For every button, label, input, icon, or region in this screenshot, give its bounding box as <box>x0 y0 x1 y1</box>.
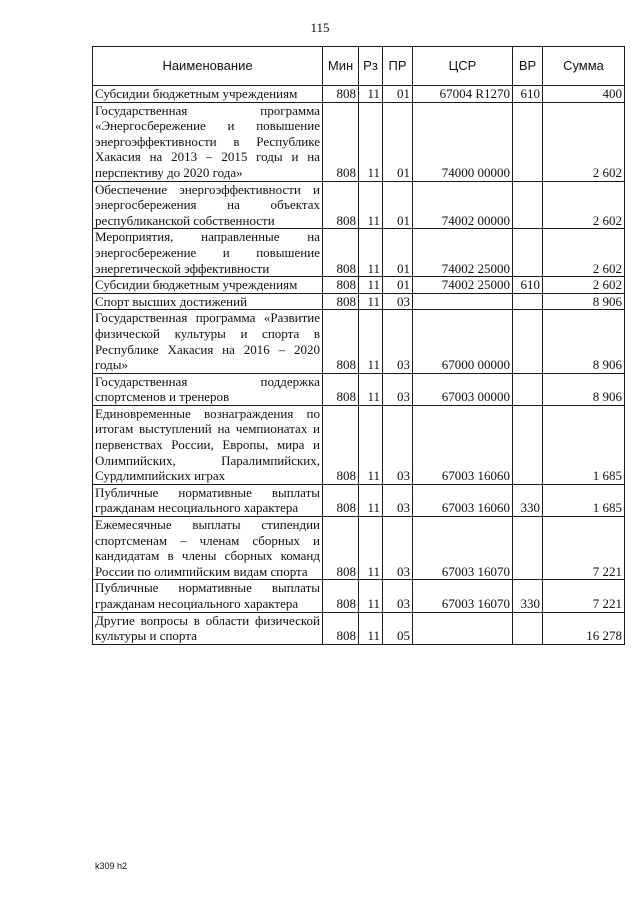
cell-pr: 03 <box>383 580 413 612</box>
cell-pr: 03 <box>383 373 413 405</box>
cell-vr <box>513 102 543 181</box>
cell-sum: 2 602 <box>543 181 625 229</box>
cell-pr: 05 <box>383 612 413 644</box>
cell-sum: 1 685 <box>543 405 625 484</box>
cell-sum: 400 <box>543 86 625 103</box>
cell-csr: 67003 16070 <box>413 517 513 580</box>
cell-sum: 8 906 <box>543 293 625 310</box>
cell-csr: 74000 00000 <box>413 102 513 181</box>
cell-sum: 7 221 <box>543 580 625 612</box>
cell-pr: 03 <box>383 310 413 373</box>
cell-pr: 01 <box>383 86 413 103</box>
cell-rz: 11 <box>359 405 383 484</box>
cell-pr: 03 <box>383 484 413 516</box>
table-row <box>93 277 625 294</box>
table-row <box>93 373 625 405</box>
header-min: Мин <box>323 47 359 86</box>
cell-min: 808 <box>323 181 359 229</box>
cell-sum: 8 906 <box>543 373 625 405</box>
cell-pr: 01 <box>383 229 413 277</box>
cell-vr <box>513 517 543 580</box>
header-sum: Сумма <box>543 47 625 86</box>
cell-min: 808 <box>323 310 359 373</box>
table-row <box>93 181 625 229</box>
footer-code: k309 h2 <box>95 861 128 871</box>
cell-rz: 11 <box>359 229 383 277</box>
cell-sum: 7 221 <box>543 517 625 580</box>
cell-sum: 16 278 <box>543 612 625 644</box>
cell-rz: 11 <box>359 612 383 644</box>
cell-sum: 1 685 <box>543 484 625 516</box>
cell-csr <box>413 612 513 644</box>
cell-sum: 2 602 <box>543 102 625 181</box>
cell-vr: 330 <box>513 484 543 516</box>
budget-table <box>92 46 625 645</box>
cell-rz: 11 <box>359 86 383 103</box>
cell-rz: 11 <box>359 181 383 229</box>
cell-name: Государственная поддержка спортсменов и тренеров <box>93 373 323 405</box>
cell-csr: 67003 16060 <box>413 484 513 516</box>
cell-name: Государственная программа «Развитие физической культуры и спорта в Республике Хакасия на 2016 – 2020 годы» <box>93 310 323 373</box>
cell-pr: 03 <box>383 405 413 484</box>
cell-vr <box>513 373 543 405</box>
table-row <box>93 517 625 580</box>
cell-rz: 11 <box>359 484 383 516</box>
cell-csr: 67004 R1270 <box>413 86 513 103</box>
cell-rz: 11 <box>359 277 383 294</box>
cell-min: 808 <box>323 484 359 516</box>
header-vr: ВР <box>513 47 543 86</box>
header-pr: ПР <box>383 47 413 86</box>
cell-csr: 74002 25000 <box>413 229 513 277</box>
cell-csr: 67003 16060 <box>413 405 513 484</box>
cell-min: 808 <box>323 580 359 612</box>
cell-rz: 11 <box>359 373 383 405</box>
cell-rz: 11 <box>359 580 383 612</box>
cell-sum: 2 602 <box>543 229 625 277</box>
cell-name: Субсидии бюджетным учреждениям <box>93 277 323 294</box>
cell-name: Мероприятия, направленные на энергосбережение и повышение энергетической эффективности <box>93 229 323 277</box>
cell-vr: 330 <box>513 580 543 612</box>
header-name: Наименование <box>93 47 323 86</box>
cell-name: Обеспечение энергоэффективности и энергосбережения на объектах республиканской собственности <box>93 181 323 229</box>
cell-name: Ежемесячные выплаты стипендии спортсменам – членам сборных и кандидатам в члены сборных команд России по олимпийским видам спорта <box>93 517 323 580</box>
table-header-row <box>93 47 625 86</box>
cell-csr: 67000 00000 <box>413 310 513 373</box>
cell-rz: 11 <box>359 310 383 373</box>
table-row <box>93 86 625 103</box>
cell-pr: 01 <box>383 277 413 294</box>
cell-sum: 8 906 <box>543 310 625 373</box>
cell-vr <box>513 612 543 644</box>
cell-name: Государственная программа «Энергосбережение и повышение энергоэффективности в Республике Хакасия на 2013 – 2015 годы и на перспективу до 2020 года» <box>93 102 323 181</box>
table-row <box>93 484 625 516</box>
table-row <box>93 293 625 310</box>
cell-rz: 11 <box>359 293 383 310</box>
cell-vr <box>513 293 543 310</box>
table-row <box>93 229 625 277</box>
table-row <box>93 102 625 181</box>
cell-min: 808 <box>323 102 359 181</box>
page-number: 115 <box>310 20 330 35</box>
cell-name: Субсидии бюджетным учреждениям <box>93 86 323 103</box>
cell-pr: 03 <box>383 293 413 310</box>
table-row <box>93 612 625 644</box>
table-row <box>93 310 625 373</box>
cell-pr: 03 <box>383 517 413 580</box>
cell-vr <box>513 310 543 373</box>
cell-min: 808 <box>323 229 359 277</box>
cell-name: Спорт высших достижений <box>93 293 323 310</box>
header-rz: Рз <box>359 47 383 86</box>
cell-min: 808 <box>323 86 359 103</box>
cell-vr: 610 <box>513 277 543 294</box>
cell-min: 808 <box>323 373 359 405</box>
cell-min: 808 <box>323 293 359 310</box>
cell-pr: 01 <box>383 102 413 181</box>
cell-name: Другие вопросы в области физической культуры и спорта <box>93 612 323 644</box>
cell-vr: 610 <box>513 86 543 103</box>
cell-min: 808 <box>323 612 359 644</box>
cell-min: 808 <box>323 277 359 294</box>
cell-rz: 11 <box>359 517 383 580</box>
cell-min: 808 <box>323 405 359 484</box>
header-csr: ЦСР <box>413 47 513 86</box>
cell-pr: 01 <box>383 181 413 229</box>
cell-csr <box>413 293 513 310</box>
table-row <box>93 405 625 484</box>
cell-sum: 2 602 <box>543 277 625 294</box>
cell-vr <box>513 181 543 229</box>
cell-name: Единовременные вознаграждения по итогам выступлений на чемпионатах и первенствах России, Европы, мира и Олимпийских, Паралимпийских, Сурдлимпийских играх <box>93 405 323 484</box>
cell-vr <box>513 405 543 484</box>
cell-csr: 67003 00000 <box>413 373 513 405</box>
cell-csr: 74002 00000 <box>413 181 513 229</box>
table-row <box>93 580 625 612</box>
cell-name: Публичные нормативные выплаты гражданам несоциального характера <box>93 484 323 516</box>
cell-csr: 74002 25000 <box>413 277 513 294</box>
cell-csr: 67003 16070 <box>413 580 513 612</box>
cell-vr <box>513 229 543 277</box>
cell-name: Публичные нормативные выплаты гражданам несоциального характера <box>93 580 323 612</box>
cell-rz: 11 <box>359 102 383 181</box>
cell-min: 808 <box>323 517 359 580</box>
